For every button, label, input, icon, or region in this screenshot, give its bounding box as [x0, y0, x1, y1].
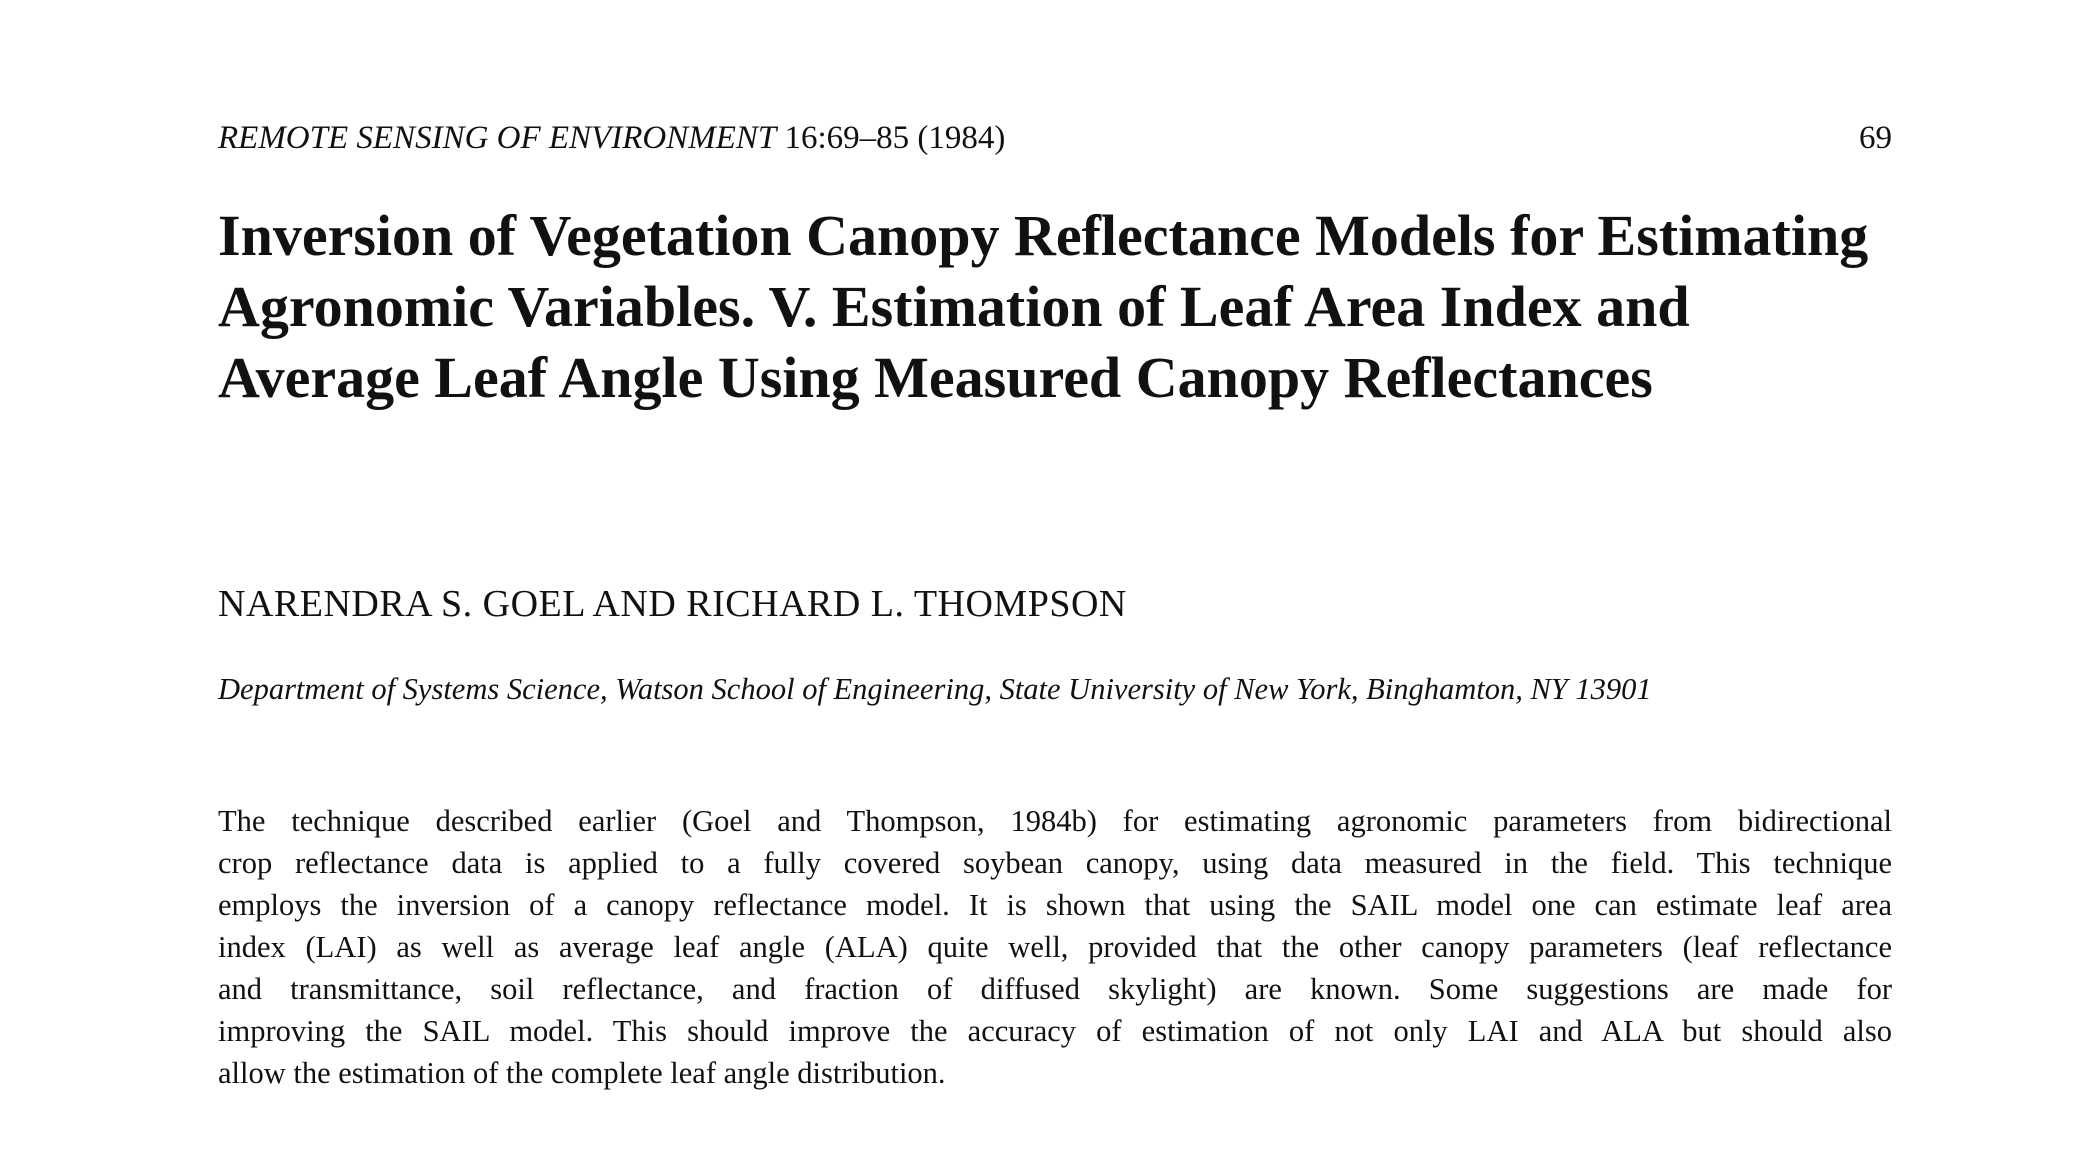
- title-line: Agronomic Variables. V. Estimation of Leaf Area Index and: [218, 274, 1690, 339]
- abstract: [218, 800, 1892, 1094]
- affiliation: Department of Systems Science, Watson School of Engineering, State University of New York, Binghamton, NY 13901: [218, 672, 1652, 706]
- authors: NARENDRA S. GOEL AND RICHARD L. THOMPSON: [218, 583, 1127, 625]
- page-number: 69: [1859, 120, 1892, 156]
- title-line: Average Leaf Angle Using Measured Canopy Reflectances: [218, 345, 1653, 410]
- abstract-line: improving the SAIL model. This should improve the accuracy of estimation of not only LAI and ALA but should also: [218, 1014, 1892, 1048]
- abstract-line: The technique described earlier (Goel and Thompson, 1984b) for estimating agronomic parameters from bidirectional: [218, 804, 1892, 838]
- abstract-line: and transmittance, soil reflectance, and fraction of diffused skylight) are known. Some suggestions are made for: [218, 972, 1892, 1006]
- paper-page: [218, 0, 1892, 1163]
- abstract-line: crop reflectance data is applied to a fully covered soybean canopy, using data measured in the field. This technique: [218, 846, 1892, 880]
- volume-pages-year: 16:69–85 (1984): [784, 120, 1006, 156]
- title-line: Inversion of Vegetation Canopy Reflectance Models for Estimating: [218, 203, 1869, 268]
- article-title: [218, 200, 1892, 413]
- abstract-line: index (LAI) as well as average leaf angle (ALA) quite well, provided that the other canopy parameters (leaf reflectance: [218, 930, 1892, 964]
- journal-name: REMOTE SENSING OF ENVIRONMENT: [218, 120, 777, 156]
- running-head: [218, 118, 1892, 158]
- abstract-line: allow the estimation of the complete leaf angle distribution.: [218, 1056, 946, 1090]
- abstract-line: employs the inversion of a canopy reflectance model. It is shown that using the SAIL model one can estimate leaf area: [218, 888, 1892, 922]
- journal-citation: [218, 118, 1005, 158]
